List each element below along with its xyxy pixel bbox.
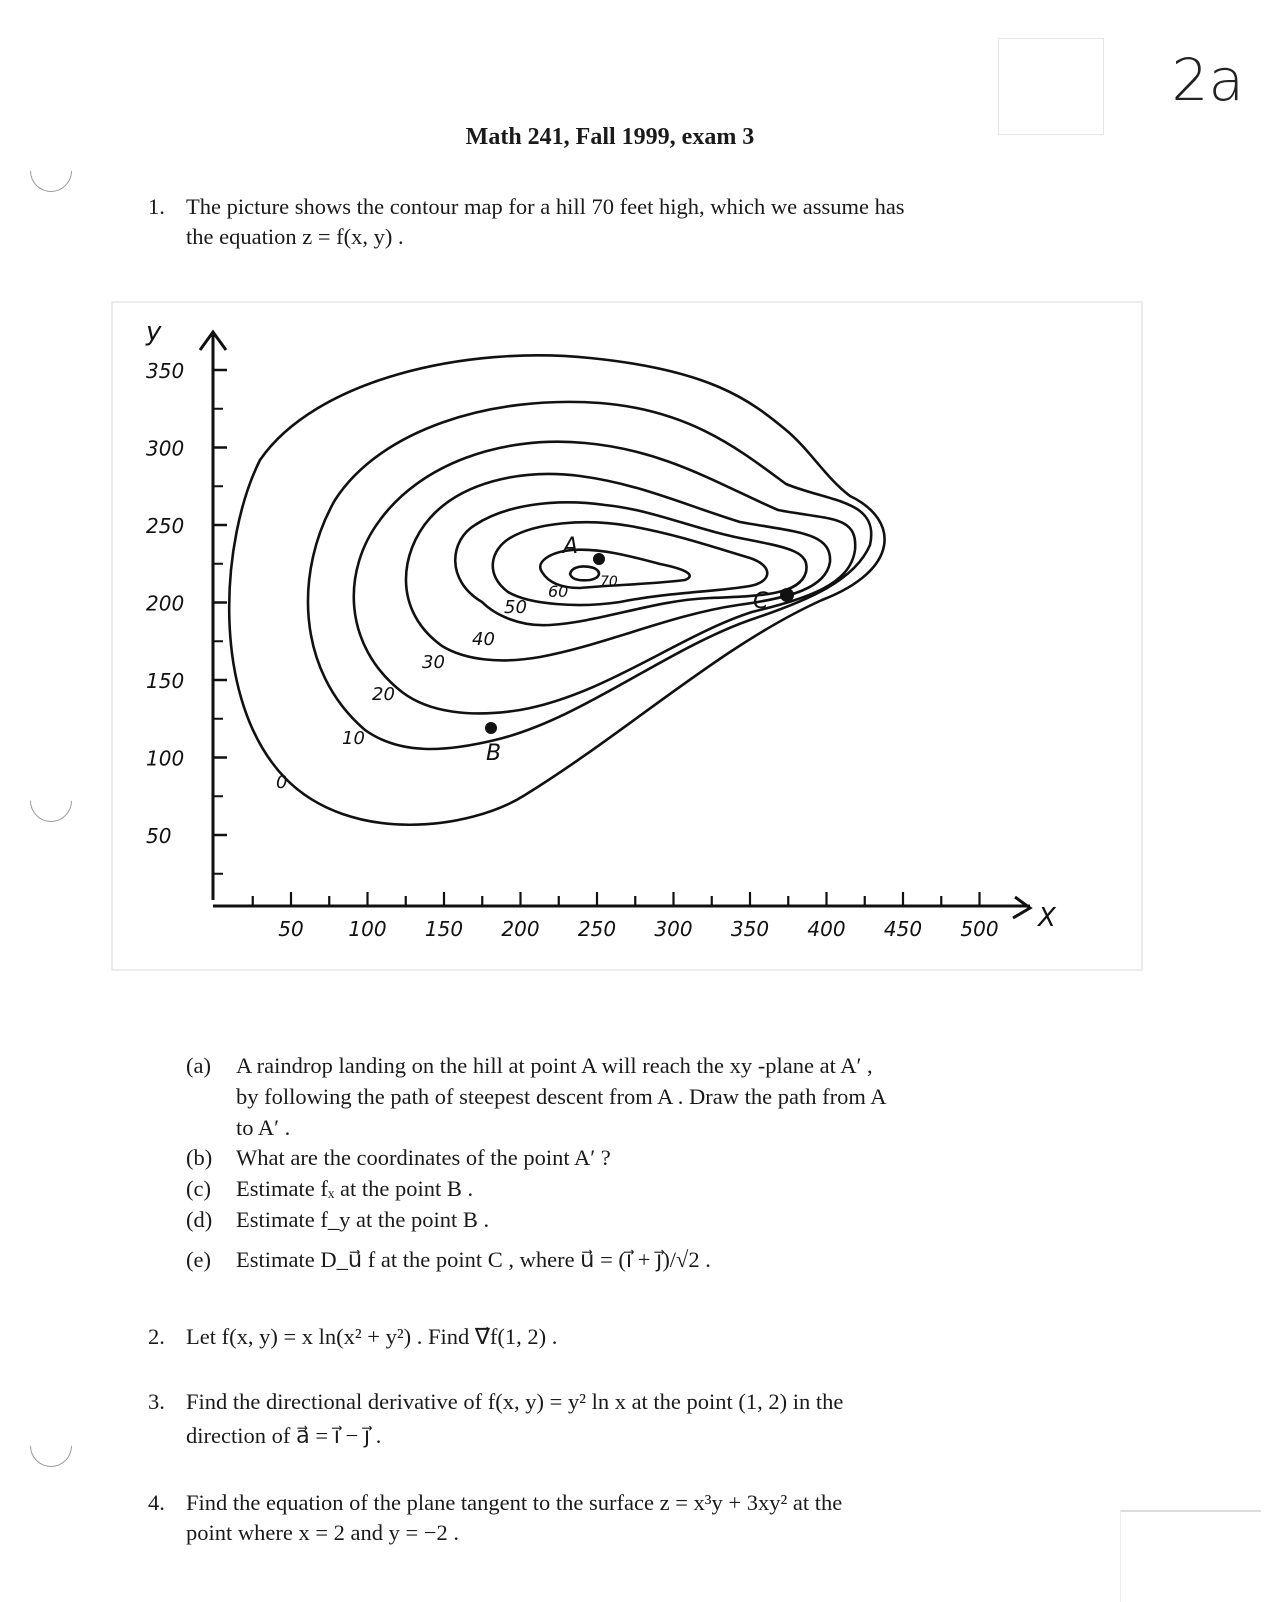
x-tick-label: 100 [348, 917, 387, 941]
problem-number: 2. [148, 1324, 165, 1349]
point-c-label: C [753, 589, 769, 614]
contour-map [110, 300, 1150, 980]
point-b-marker [485, 722, 497, 734]
point-a-marker [593, 553, 605, 565]
contour-label-40: 40 [472, 629, 495, 650]
part-a [186, 1050, 1076, 1143]
scan-margin-box [998, 38, 1104, 135]
y-ticks [146, 359, 227, 874]
x-axis-label: X [1038, 903, 1056, 933]
y-tick-label: 350 [146, 359, 185, 383]
y-tick-label: 250 [146, 514, 185, 538]
problem-4 [148, 1488, 1078, 1548]
problem-text: Find the equation of the plane tangent to the surface z = x³y + 3xy² at the [186, 1490, 843, 1515]
problem-number: 1. [148, 194, 165, 219]
problem-text: direction of a⃗ = i⃗ − j⃗ . [186, 1423, 382, 1448]
problem-1 [148, 192, 1078, 252]
y-tick-label: 50 [146, 824, 172, 848]
problem-text: the equation z = f(x, y) . [186, 224, 404, 249]
contour-label-60: 60 [548, 582, 569, 601]
binder-hole-mark [21, 771, 80, 830]
part-label: (d) [186, 1207, 213, 1232]
part-d [186, 1204, 1076, 1235]
y-tick-label: 100 [146, 746, 185, 771]
problem-3 [148, 1387, 1078, 1451]
map-frame [112, 302, 1142, 970]
part-text: Estimate f_y at the point B . [236, 1207, 490, 1232]
problem-number: 4. [148, 1490, 165, 1515]
exam-title: Math 241, Fall 1999, exam 3 [465, 124, 755, 150]
contour-70 [570, 566, 599, 580]
point-b-label: B [486, 741, 502, 766]
part-label: (a) [186, 1053, 211, 1078]
binder-hole-mark [21, 1416, 80, 1475]
y-tick-label: 150 [146, 669, 185, 693]
x-tick-label: 50 [278, 917, 304, 941]
problem-2 [148, 1322, 1078, 1352]
problem-text: Let f(x, y) = x ln(x² + y²) . Find ∇⃗f(1, 2) . [186, 1324, 558, 1349]
problem-text: Find the directional derivative of f(x, y) = y² ln x at the point (1, 2) in the [186, 1389, 844, 1414]
part-text: Estimate fₓ at the point B . [236, 1176, 474, 1201]
x-tick-label: 300 [654, 917, 693, 941]
x-tick-label: 150 [424, 917, 464, 941]
part-e [186, 1244, 1076, 1275]
contour-label-20: 20 [372, 684, 395, 705]
part-text: to A′ . [236, 1115, 291, 1140]
x-tick-label: 400 [807, 917, 846, 941]
part-label: (b) [186, 1145, 213, 1170]
part-b [186, 1142, 1076, 1173]
contour-label-30: 30 [422, 652, 445, 673]
x-tick-label: 450 [883, 917, 923, 941]
contour-label-70: 70 [600, 574, 618, 590]
part-text: Estimate D_u⃗ f at the point C , where u⃗ = (i⃗ + j⃗)/√2 . [236, 1247, 711, 1272]
part-text: A raindrop landing on the hill at point A will reach the xy -plane at A′ , [236, 1053, 873, 1078]
x-tick-label: 500 [960, 917, 999, 941]
part-label: (e) [186, 1247, 211, 1272]
point-c-marker [780, 588, 794, 602]
x-tick-label: 200 [501, 917, 540, 941]
handwritten-page-mark: 2a [1171, 46, 1244, 114]
x-tick-label: 350 [730, 917, 770, 941]
y-tick-label: 200 [146, 591, 185, 616]
x-tick-label: 250 [577, 917, 617, 941]
x-ticks [253, 892, 999, 941]
problem-number: 3. [148, 1389, 165, 1414]
problem-text: point where x = 2 and y = −2 . [186, 1520, 460, 1545]
part-text: What are the coordinates of the point A′ ? [236, 1145, 611, 1170]
part-c [186, 1173, 1076, 1204]
contour-label-10: 10 [342, 728, 365, 749]
part-label: (c) [186, 1176, 211, 1201]
scan-margin-box [1120, 1510, 1261, 1602]
contour-label-50: 50 [504, 597, 527, 618]
y-tick-label: 300 [146, 436, 185, 461]
part-text: by following the path of steepest descent from A . Draw the path from A [236, 1084, 887, 1109]
y-axis-label: y [146, 317, 162, 347]
problem-text: The picture shows the contour map for a hill 70 feet high, which we assume has [186, 194, 905, 219]
contour-label-0: 0 [276, 772, 288, 793]
point-a-label: A [563, 534, 579, 559]
